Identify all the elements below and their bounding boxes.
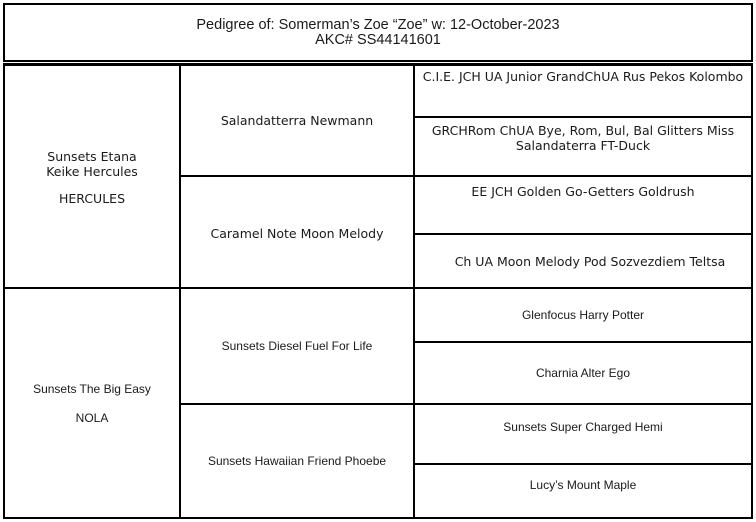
great-grandparent-3-cell [415, 177, 751, 233]
maternal-granddam-name: Sunsets Hawaiian Friend Phoebe [207, 454, 387, 468]
great-grandparent-6-name: Charnia Alter Ego [535, 366, 631, 380]
dam-call-name: NOLA [75, 410, 109, 425]
maternal-granddam-cell [181, 405, 413, 517]
great-grandparent-3-name: EE JCH Golden Go-Getters Goldrush [471, 184, 695, 199]
grid-right-border [751, 63, 753, 519]
paternal-grandsire-cell [181, 66, 413, 175]
great-grandparent-1-name: C.I.E. JCH UA Junior GrandChUA Rus Pekos Kolombo [422, 69, 744, 84]
pedigree-title: Pedigree of: Somerman’s Zoe “Zoe” w: 12-October-2023 [196, 16, 560, 33]
great-grandparent-7-name: Sunsets Super Charged Hemi [503, 420, 663, 434]
great-grandparent-8-name: Lucy’s Mount Maple [529, 478, 637, 492]
great-grandparent-5-name: Glenfocus Harry Potter [521, 308, 645, 322]
great-grandparent-4-name: Ch UA Moon Melody Pod Sozvezdiem Teltsa [454, 253, 726, 269]
grid-bottom-border [3, 517, 753, 519]
great-grandparent-5-cell [415, 289, 751, 341]
great-grandparent-8-cell [415, 465, 751, 505]
maternal-grandsire-cell [181, 289, 413, 403]
paternal-granddam-cell [181, 177, 413, 287]
sire-name-line2: Keike Hercules [46, 164, 138, 179]
paternal-granddam-name: Caramel Note Moon Melody [210, 225, 384, 241]
great-grandparent-6-cell [415, 343, 751, 403]
great-grandparent-4-cell [415, 235, 751, 287]
dam-name: Sunsets The Big Easy [33, 381, 151, 396]
dam-cell [5, 289, 179, 517]
maternal-grandsire-name: Sunsets Diesel Fuel For Life [221, 339, 373, 353]
great-grandparent-2-name: GRCHRom ChUA Bye, Rom, Bul, Bal Glitters Miss Salandaterra FT-Duck [431, 123, 735, 153]
pedigree-header [3, 3, 753, 62]
sire-call-name: HERCULES [58, 191, 126, 206]
registration-number: AKC# SS44141601 [315, 31, 441, 48]
sire-name-line1: Sunsets Etana [47, 149, 137, 164]
great-grandparent-7-cell [415, 405, 751, 449]
great-grandparent-2-cell [415, 118, 751, 175]
great-grandparent-1-cell [415, 66, 751, 116]
sire-cell [5, 66, 179, 287]
paternal-grandsire-name: Salandatterra Newmann [220, 113, 374, 128]
